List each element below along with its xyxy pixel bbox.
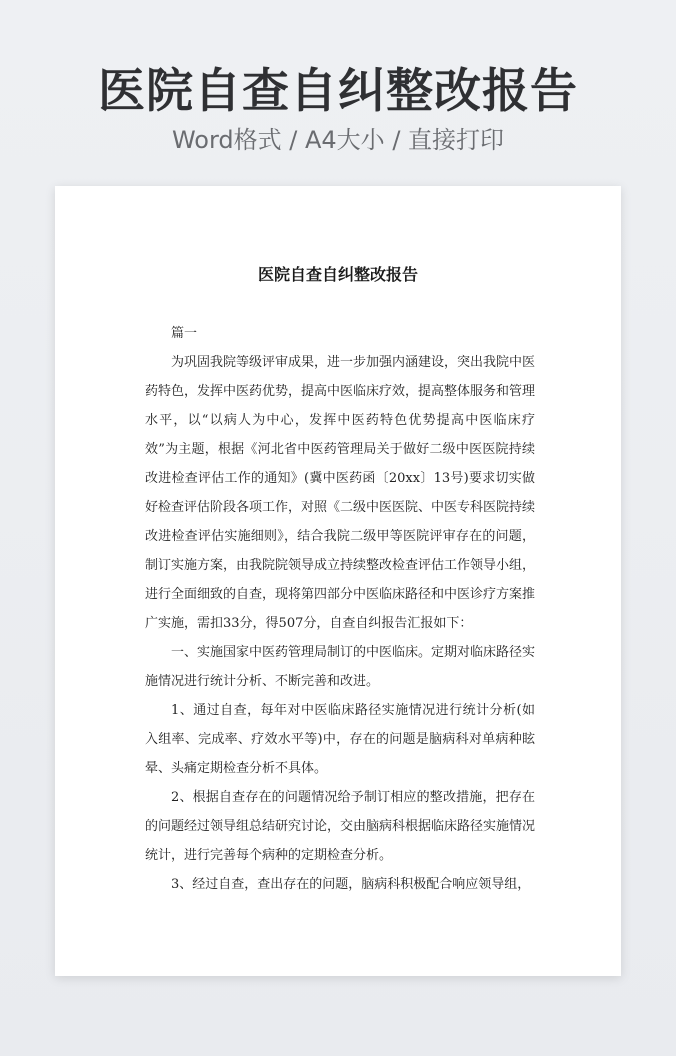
document-page — [55, 186, 621, 976]
banner-subtitle: Word格式 / A4大小 / 直接打印 — [171, 126, 505, 154]
paragraph-item-one: 一、实施国家中医药管理局制订的中医临床。定期对临床路径实施情况进行统计分析、不断完善和改进。 — [145, 645, 536, 689]
paragraph-point-1: 1、通过自查，每年对中医临床路径实施情况进行统计分析(如入组率、完成率、疗效水平等)中，存在的问题是脑病科对单病种眩晕、头痛定期检查分析不具体。 — [145, 703, 535, 776]
paragraph-point-3: 3、经过自查，查出存在的问题，脑病科积极配合响应领导组， — [171, 877, 531, 892]
section-heading: 篇一 — [171, 326, 198, 341]
document-title: 医院自查自纠整改报告 — [257, 265, 418, 284]
paragraph-intro: 为巩固我院等级评审成果，进一步加强内涵建设，突出我院中医药特色，发挥中医药优势，提高中医临床疗效，提高整体服务和管理水平，以“以病人为中心，发挥中医药特色优势提高中医临床疗效”为主题，根据《河北省中医药管理局关于做好二级中医医院持续改进检查评估工作的通知》(冀中医药函〔20xx〕13号)要求切实做好检查评估阶段各项工作，对照《二级中医医院、中医专科医院持续改进检查评估实施细则》，结合我院二级甲等医院评审存在的问题，制订实施方案，由我院院领导成立持续整改检查评估工作领导小组，进行全面细致的自查，现将第四部分中医临床路径和中医诊疗方案推广实施，需扣33分，得507分，自查自纠报告汇报如下： — [145, 355, 536, 631]
header-banner — [0, 62, 676, 156]
paragraph-point-2: 2、根据自查存在的问题情况给予制订相应的整改措施，把存在的问题经过领导组总结研究讨论，交由脑病科根据临床路径实施情况统计，进行完善每个病种的定期检查分析。 — [145, 790, 536, 863]
document-body — [145, 319, 535, 899]
banner-title: 医院自查自纠整改报告 — [98, 64, 578, 119]
